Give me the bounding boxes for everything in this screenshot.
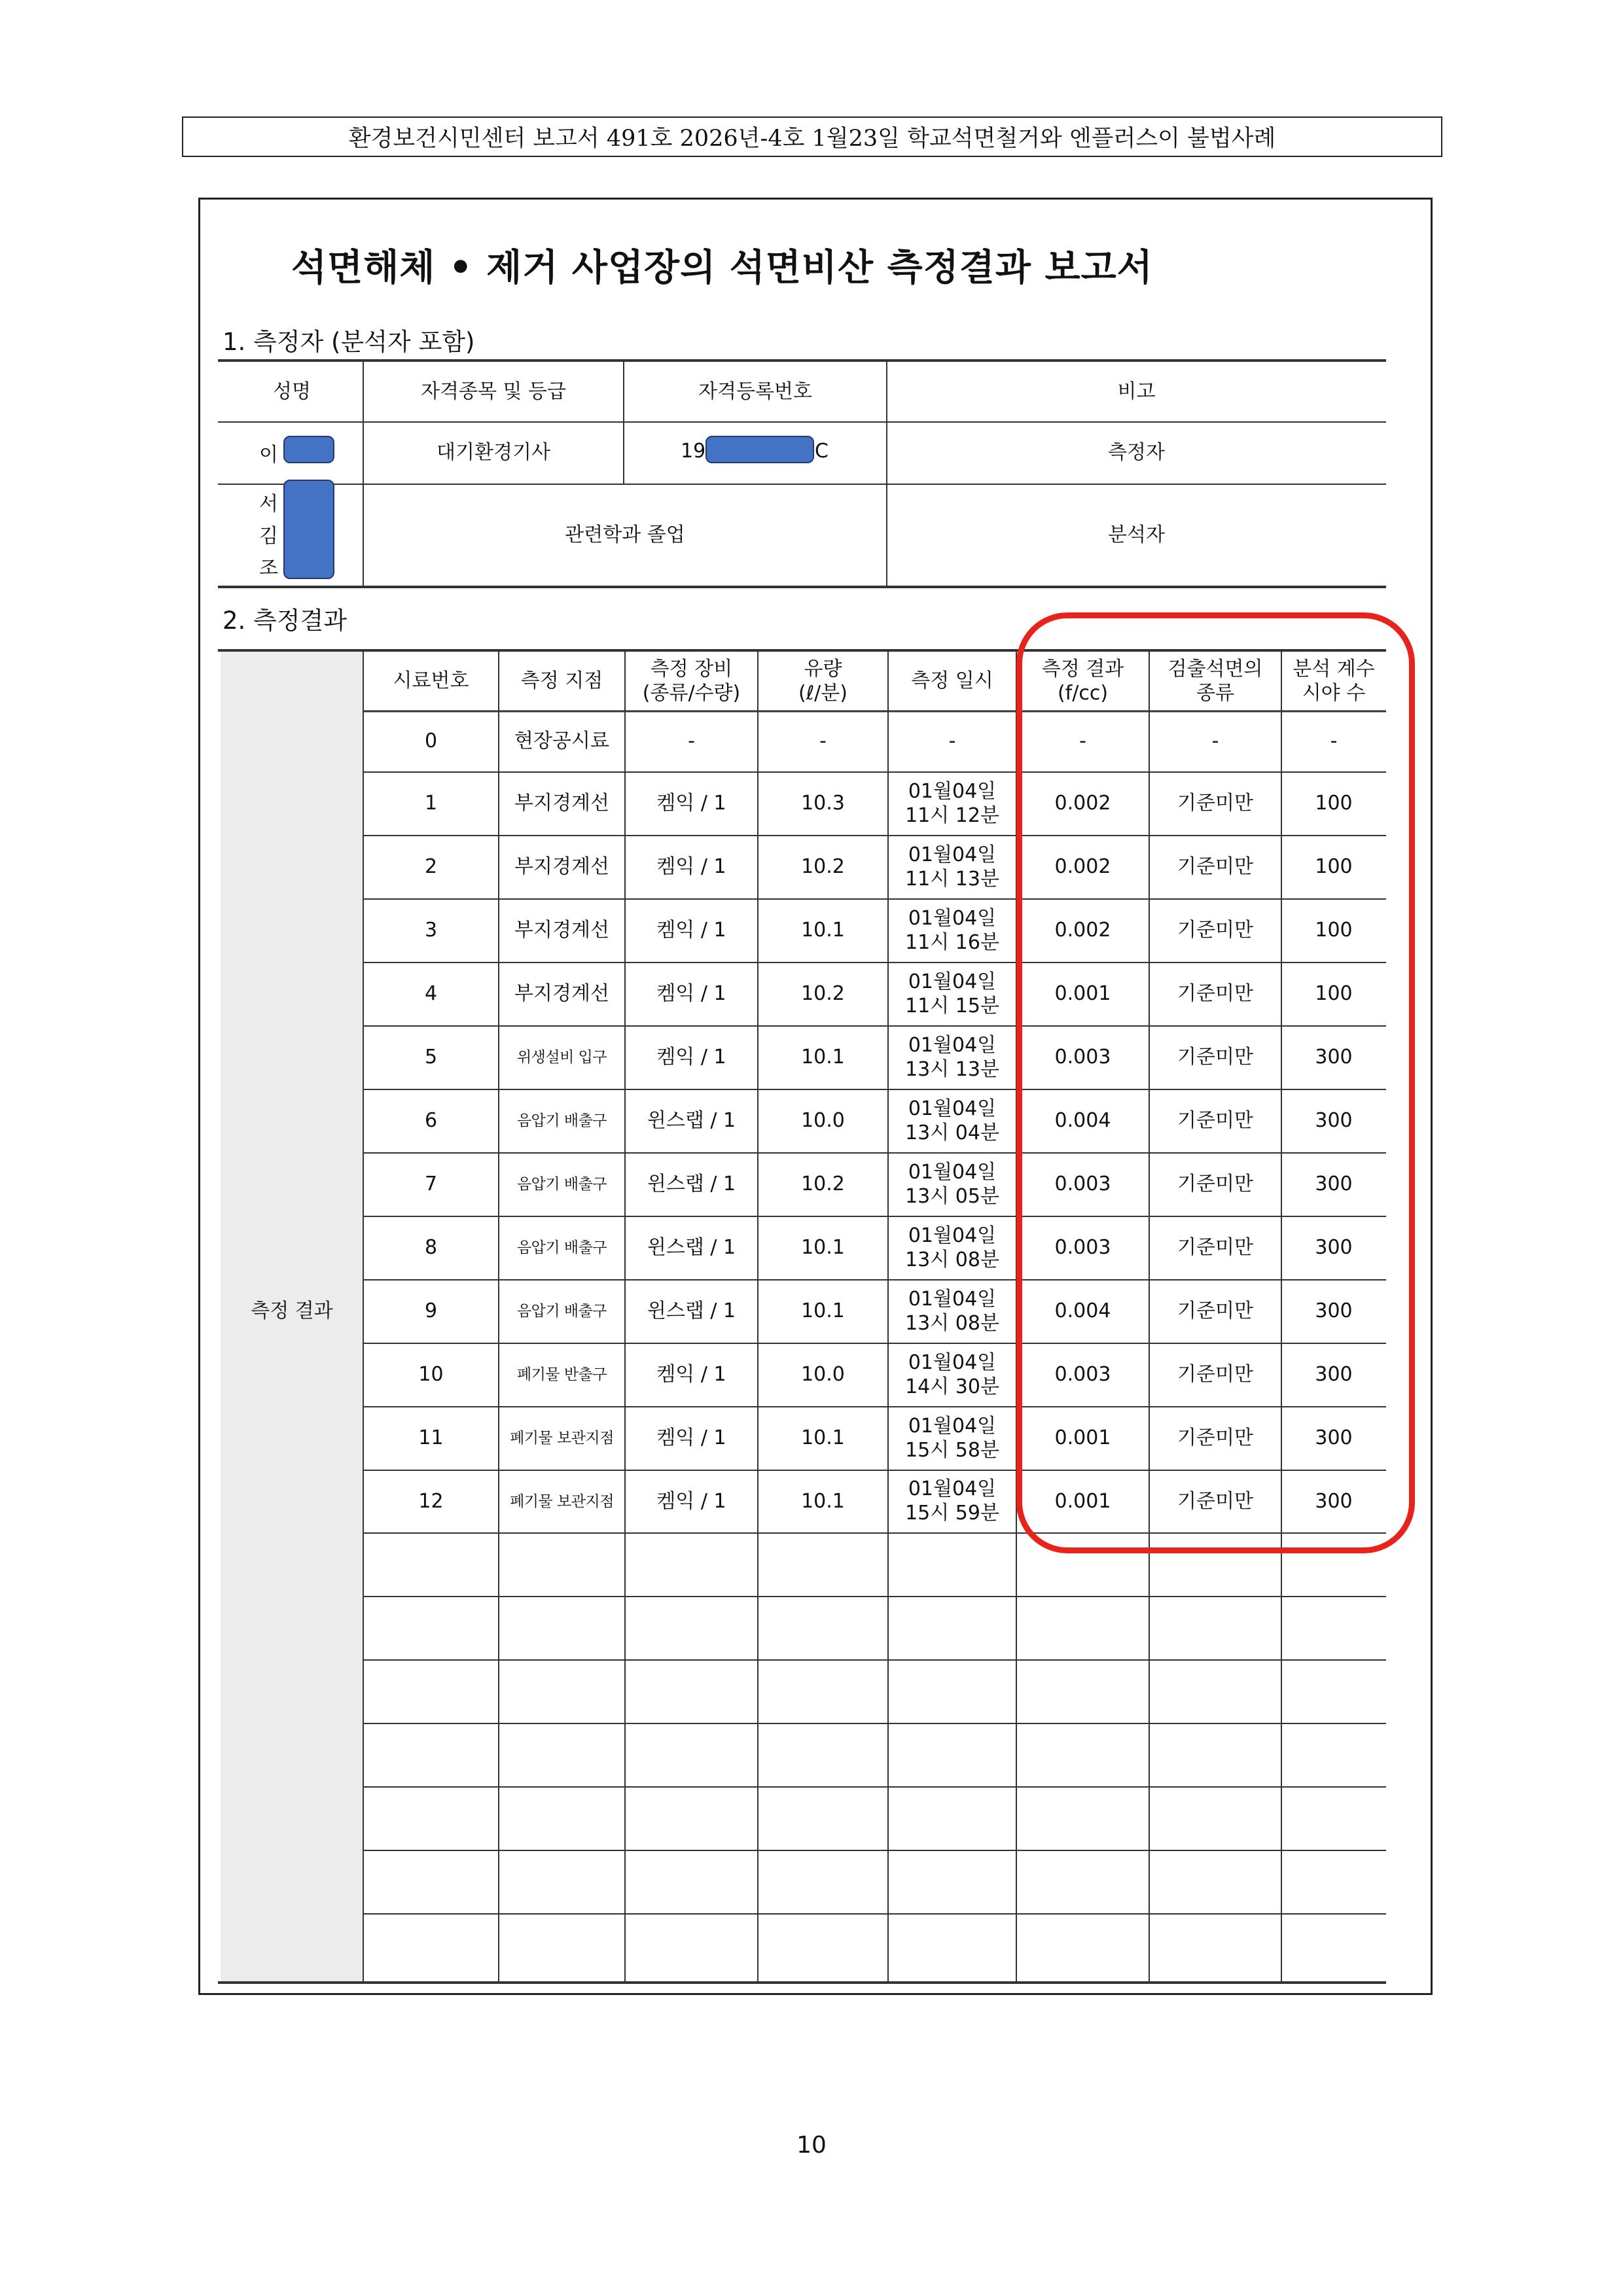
col-registration-header: 자격등록번호 bbox=[698, 380, 812, 403]
section2-heading: 2. 측정결과 bbox=[223, 607, 348, 635]
cell-flow: 10.1 bbox=[801, 1489, 845, 1513]
cell-fields: 300 bbox=[1315, 1173, 1353, 1196]
cell-date: 01월04일 bbox=[908, 1033, 997, 1057]
cell-result: 0.003 bbox=[1054, 1046, 1111, 1069]
cell-asbestos-type: 기준미만 bbox=[1177, 1299, 1253, 1323]
cell-location: 부지경계선 bbox=[514, 919, 609, 942]
cell-sample-no: 5 bbox=[424, 1046, 438, 1069]
measurer-name-fragment: 이 bbox=[259, 444, 278, 467]
results-side-label: 측정 결과 bbox=[251, 1299, 333, 1323]
cell-date: 01월04일 bbox=[908, 1287, 997, 1311]
header-sample-no: 시료번호 bbox=[393, 669, 469, 693]
cell-equipment: 켐익 / 1 bbox=[656, 982, 726, 1006]
cell-datetime bbox=[888, 1470, 1016, 1533]
cell-date: 01월04일 bbox=[908, 1414, 997, 1438]
highlight-annotation bbox=[1016, 612, 1415, 1553]
cell-time: 11시 13분 bbox=[905, 867, 999, 891]
cell-fields: 300 bbox=[1315, 1363, 1353, 1386]
cell-flow: 10.0 bbox=[801, 1363, 845, 1386]
cell-asbestos-type: 기준미만 bbox=[1177, 1363, 1253, 1386]
cell-equipment: 켐익 / 1 bbox=[656, 1046, 726, 1069]
cell-result: 0.002 bbox=[1054, 855, 1111, 879]
cell-time: 15시 58분 bbox=[905, 1438, 999, 1462]
cell-time: 11시 15분 bbox=[905, 994, 999, 1017]
cell-location: 현장공시료 bbox=[514, 730, 609, 753]
header-flow-line: 유량 bbox=[804, 657, 842, 680]
cell-sample-no: 3 bbox=[424, 919, 438, 942]
cell-flow: 10.2 bbox=[801, 982, 845, 1006]
cell-flow: 10.2 bbox=[801, 1173, 845, 1196]
cell-datetime bbox=[888, 1153, 1016, 1216]
col-note-header: 비고 bbox=[1117, 380, 1156, 403]
header-equipment-line: 측정 장비 bbox=[650, 657, 733, 680]
document-title: 석면해체 • 제거 사업장의 석면비산 측정결과 보고서 bbox=[291, 247, 1153, 289]
report-header bbox=[182, 116, 1442, 157]
cell-equipment: 켐익 / 1 bbox=[656, 792, 726, 815]
cell-time: 13시 04분 bbox=[905, 1121, 999, 1144]
cell-date: 01월04일 bbox=[908, 906, 997, 930]
header-flow-line: (ℓ/분) bbox=[798, 681, 847, 705]
measurer-qualification: 대기환경기사 bbox=[437, 441, 550, 465]
page-number: 10 bbox=[796, 2132, 827, 2159]
cell-time: 15시 59분 bbox=[905, 1502, 999, 1525]
cell-asbestos-type: - bbox=[1211, 730, 1219, 753]
cell-result: 0.002 bbox=[1054, 792, 1111, 815]
header-fields-line: 분석 계수 bbox=[1293, 657, 1375, 680]
cell-datetime bbox=[888, 711, 1016, 772]
analyst-name-fragment: 조 bbox=[259, 557, 278, 580]
cell-flow: 10.0 bbox=[801, 1109, 845, 1133]
cell-result: 0.004 bbox=[1054, 1299, 1111, 1323]
cell-flow: 10.1 bbox=[801, 919, 845, 942]
cell-date: 01월04일 bbox=[908, 1351, 997, 1374]
cell-sample-no: 1 bbox=[424, 792, 438, 815]
cell-asbestos-type: 기준미만 bbox=[1177, 792, 1253, 815]
analyst-note: 분석자 bbox=[1108, 523, 1165, 547]
cell-sample-no: 12 bbox=[418, 1489, 444, 1513]
cell-equipment: 윈스랩 / 1 bbox=[647, 1173, 736, 1196]
cell-sample-no: 10 bbox=[418, 1363, 444, 1386]
cell-equipment: 윈스랩 / 1 bbox=[647, 1109, 736, 1133]
cell-time: 14시 30분 bbox=[905, 1375, 999, 1398]
cell-date: 01월04일 bbox=[908, 843, 997, 866]
cell-flow: 10.1 bbox=[801, 1299, 845, 1323]
cell-asbestos-type: 기준미만 bbox=[1177, 1236, 1253, 1260]
header-asbestos-type-line: 검출석면의 bbox=[1168, 657, 1263, 680]
cell-date: 01월04일 bbox=[908, 1477, 997, 1501]
cell-datetime bbox=[888, 772, 1016, 836]
cell-asbestos-type: 기준미만 bbox=[1177, 919, 1253, 942]
cell-result: 0.004 bbox=[1054, 1109, 1111, 1133]
analyst-qualification: 관련학과 졸업 bbox=[565, 523, 685, 547]
cell-asbestos-type: 기준미만 bbox=[1177, 1109, 1253, 1133]
section1-heading: 1. 측정자 (분석자 포함) bbox=[223, 328, 475, 356]
cell-sample-no: 4 bbox=[424, 982, 438, 1006]
cell-flow: 10.2 bbox=[801, 855, 845, 879]
report-header-text: 환경보건시민센터 보고서 491호 2026년-4호 1월23일 학교석면철거와 엔플러스이 불법사례 bbox=[348, 126, 1276, 152]
cell-location: 폐기물 반출구 bbox=[516, 1366, 607, 1384]
cell-result: - bbox=[1079, 730, 1086, 753]
cell-date: - bbox=[948, 730, 956, 753]
cell-time: 13시 08분 bbox=[905, 1248, 999, 1271]
cell-time: 11시 16분 bbox=[905, 930, 999, 954]
cell-fields: 300 bbox=[1315, 1489, 1353, 1513]
cell-sample-no: 7 bbox=[424, 1173, 438, 1196]
cell-asbestos-type: 기준미만 bbox=[1177, 1173, 1253, 1196]
cell-flow: 10.1 bbox=[801, 1046, 845, 1069]
cell-fields: 100 bbox=[1315, 855, 1353, 879]
col-qualification-header: 자격종목 및 등급 bbox=[421, 380, 566, 403]
header-flow bbox=[758, 652, 888, 711]
cell-datetime bbox=[888, 1343, 1016, 1407]
analyst-name-fragment: 김 bbox=[259, 525, 278, 548]
cell-fields: 100 bbox=[1315, 792, 1353, 815]
cell-datetime bbox=[888, 1280, 1016, 1343]
cell-result: 0.002 bbox=[1054, 919, 1111, 942]
cell-location: 음압기 배출구 bbox=[516, 1112, 607, 1130]
cell-location: 폐기물 보관지점 bbox=[510, 1492, 614, 1510]
cell-sample-no: 6 bbox=[424, 1109, 438, 1133]
cell-sample-no: 0 bbox=[424, 730, 438, 753]
cell-sample-no: 8 bbox=[424, 1236, 438, 1260]
cell-location: 부지경계선 bbox=[514, 855, 609, 879]
header-datetime: 측정 일시 bbox=[911, 669, 993, 693]
cell-asbestos-type: 기준미만 bbox=[1177, 1426, 1253, 1450]
cell-fields: 300 bbox=[1315, 1299, 1353, 1323]
header-location: 측정 지점 bbox=[520, 669, 603, 693]
cell-asbestos-type: 기준미만 bbox=[1177, 855, 1253, 879]
cell-fields: 300 bbox=[1315, 1236, 1353, 1260]
cell-location: 위생설비 입구 bbox=[516, 1049, 607, 1067]
measurer-note: 측정자 bbox=[1108, 441, 1165, 465]
header-equipment-line: (종류/수량) bbox=[642, 681, 741, 705]
registration-prefix: 19 bbox=[681, 440, 706, 463]
cell-location: 음압기 배출구 bbox=[516, 1176, 607, 1193]
cell-equipment: 켐익 / 1 bbox=[656, 1363, 726, 1386]
header-equipment bbox=[625, 652, 758, 711]
header-fields-line: 시야 수 bbox=[1302, 681, 1366, 705]
cell-date: 01월04일 bbox=[908, 1224, 997, 1247]
cell-equipment: 켐익 / 1 bbox=[656, 919, 726, 942]
cell-flow: 10.1 bbox=[801, 1426, 845, 1450]
cell-date: 01월04일 bbox=[908, 970, 997, 993]
cell-result: 0.001 bbox=[1054, 1426, 1111, 1450]
cell-location: 음압기 배출구 bbox=[516, 1303, 607, 1320]
cell-datetime bbox=[888, 963, 1016, 1026]
cell-location: 폐기물 보관지점 bbox=[510, 1430, 614, 1447]
cell-datetime bbox=[888, 899, 1016, 963]
analyst-name-fragment: 서 bbox=[259, 493, 278, 516]
col-name-header: 성명 bbox=[273, 380, 311, 403]
header-result-line: 측정 결과 bbox=[1041, 657, 1124, 680]
header-result-line: (f/cc) bbox=[1057, 681, 1109, 705]
cell-equipment: 윈스랩 / 1 bbox=[647, 1236, 736, 1260]
redaction-block bbox=[283, 480, 334, 579]
cell-datetime bbox=[888, 1407, 1016, 1470]
cell-fields: 300 bbox=[1315, 1109, 1353, 1133]
cell-equipment: 켐익 / 1 bbox=[656, 855, 726, 879]
cell-equipment: 켐익 / 1 bbox=[656, 1426, 726, 1450]
cell-fields: 300 bbox=[1315, 1046, 1353, 1069]
cell-datetime bbox=[888, 836, 1016, 899]
cell-time: 13시 08분 bbox=[905, 1311, 999, 1335]
cell-location: 부지경계선 bbox=[514, 792, 609, 815]
cell-datetime bbox=[888, 1089, 1016, 1153]
cell-fields: - bbox=[1330, 730, 1338, 753]
cell-result: 0.003 bbox=[1054, 1363, 1111, 1386]
cell-flow: 10.3 bbox=[801, 792, 845, 815]
cell-date: 01월04일 bbox=[908, 779, 997, 803]
cell-date: 01월04일 bbox=[908, 1097, 997, 1120]
cell-time: 13시 13분 bbox=[905, 1057, 999, 1081]
cell-fields: 100 bbox=[1315, 919, 1353, 942]
cell-asbestos-type: 기준미만 bbox=[1177, 1046, 1253, 1069]
cell-location: 음압기 배출구 bbox=[516, 1239, 607, 1257]
cell-equipment: 윈스랩 / 1 bbox=[647, 1299, 736, 1323]
cell-result: 0.001 bbox=[1054, 982, 1111, 1006]
cell-flow: - bbox=[819, 730, 827, 753]
cell-datetime bbox=[888, 1026, 1016, 1089]
cell-equipment: 켐익 / 1 bbox=[656, 1489, 726, 1513]
cell-date: 01월04일 bbox=[908, 1160, 997, 1184]
cell-flow: 10.1 bbox=[801, 1236, 845, 1260]
cell-fields: 300 bbox=[1315, 1426, 1353, 1450]
cell-sample-no: 9 bbox=[424, 1299, 438, 1323]
cell-location: 부지경계선 bbox=[514, 982, 609, 1006]
cell-sample-no: 2 bbox=[424, 855, 438, 879]
cell-datetime bbox=[888, 1216, 1016, 1280]
cell-fields: 100 bbox=[1315, 982, 1353, 1006]
cell-asbestos-type: 기준미만 bbox=[1177, 982, 1253, 1006]
redaction-block bbox=[705, 436, 814, 463]
cell-result: 0.003 bbox=[1054, 1173, 1111, 1196]
cell-result: 0.001 bbox=[1054, 1489, 1111, 1513]
header-asbestos-type-line: 종류 bbox=[1196, 681, 1234, 705]
cell-equipment: - bbox=[688, 730, 695, 753]
cell-time: 11시 12분 bbox=[905, 804, 999, 827]
cell-asbestos-type: 기준미만 bbox=[1177, 1489, 1253, 1513]
registration-suffix: C bbox=[815, 440, 829, 463]
redaction-block bbox=[283, 436, 334, 463]
cell-result: 0.003 bbox=[1054, 1236, 1111, 1260]
cell-sample-no: 11 bbox=[418, 1426, 444, 1450]
cell-time: 13시 05분 bbox=[905, 1184, 999, 1208]
